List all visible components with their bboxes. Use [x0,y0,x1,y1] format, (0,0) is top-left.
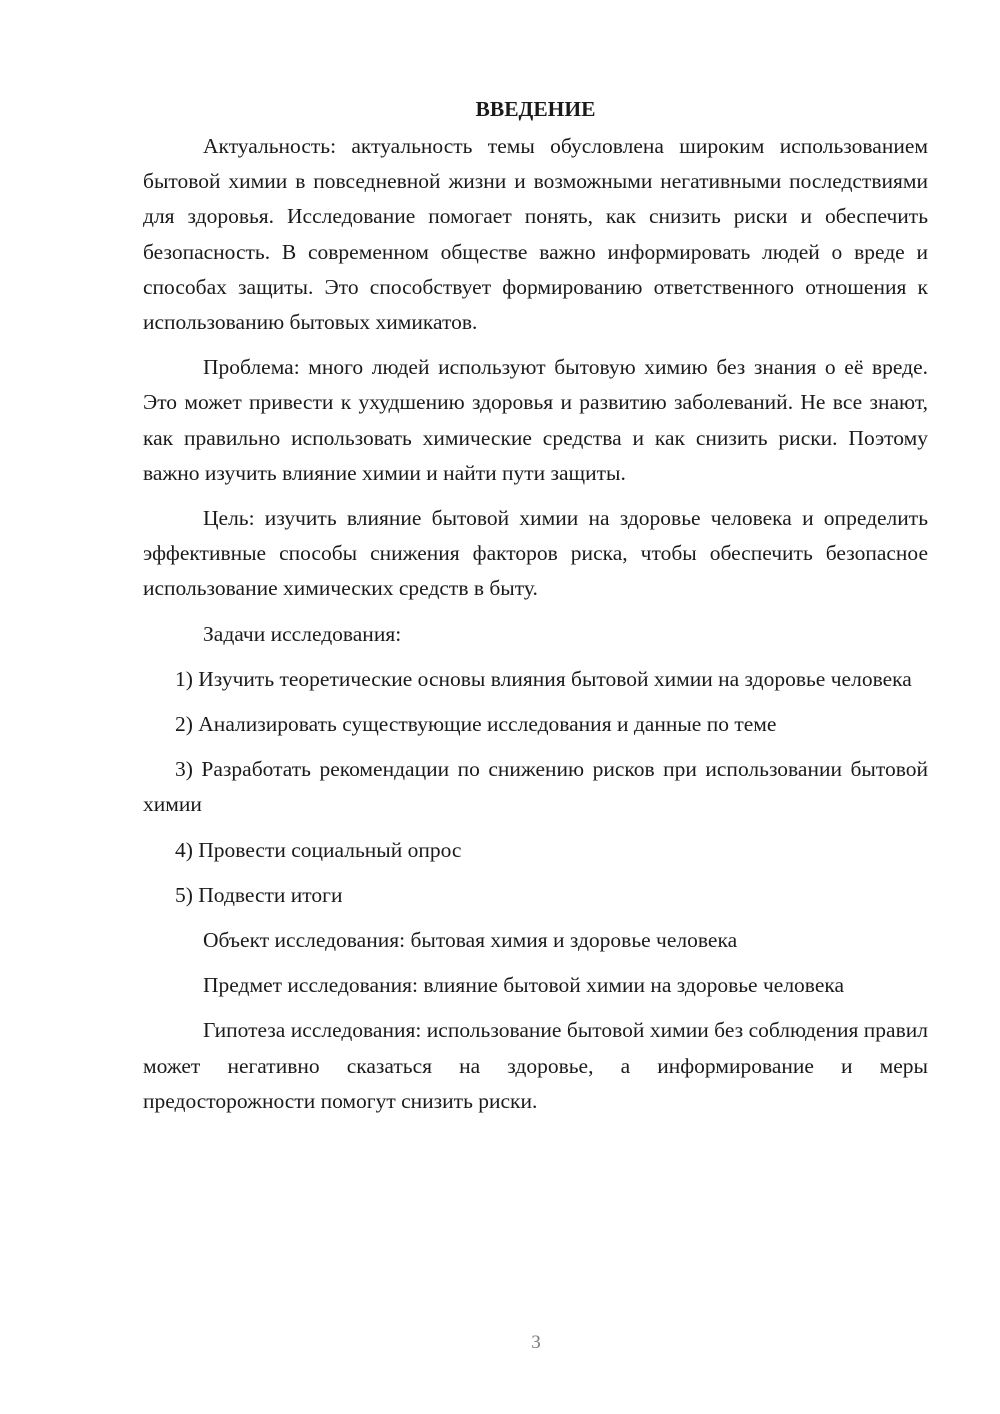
task-item-3: 3) Разработать рекомендации по снижению рисков при использовании бытовой химии [143,757,928,817]
tasks-title: Задачи исследования: [203,621,402,646]
hypothesis-paragraph: Гипотеза исследования: использование бытовой химии без соблюдения правил может негативно сказаться на здоровье, а информирование и меры предосторожности помогут снизить риски. [143,1018,928,1113]
task-item-1: 1) Изучить теоретические основы влияния бытовой химии на здоровье человека [175,666,912,691]
goal-paragraph: Цель: изучить влияние бытовой химии на здоровье человека и определить эффективные способы снижения факторов риска, чтобы обеспечить безопасное использование химических средств в быту. [143,506,928,601]
section-heading: ВВЕДЕНИЕ [475,97,596,121]
subject-paragraph: Предмет исследования: влияние бытовой химии на здоровье человека [203,973,845,998]
document-page [143,92,928,1129]
problem-paragraph: Проблема: много людей используют бытовую химию без знания о её вреде. Это может привести к ухудшению здоровья и развитию заболеваний. Не все знают, как правильно использовать химические средства и как снизить риски. Поэтому важно изучить влияние химии и найти пути защиты. [143,355,928,485]
task-item-5: 5) Подвести итоги [175,882,343,907]
task-item-4: 4) Провести социальный опрос [175,837,462,862]
task-item-2: 2) Анализировать существующие исследования и данные по теме [175,712,777,737]
relevance-paragraph: Актуальность: актуальность темы обусловлена широким использованием бытовой химии в повседневной жизни и возможными негативными последствиями для здоровья. Исследование помогает понять, как снизить риски и обеспечить безопасность. В современном обществе важно информировать людей о вреде и способах защиты. Это способствует формированию ответственного отношения к использованию бытовых химикатов. [143,134,928,335]
object-paragraph: Объект исследования: бытовая химия и здоровье человека [203,928,738,953]
page-number: 3 [531,1332,541,1353]
